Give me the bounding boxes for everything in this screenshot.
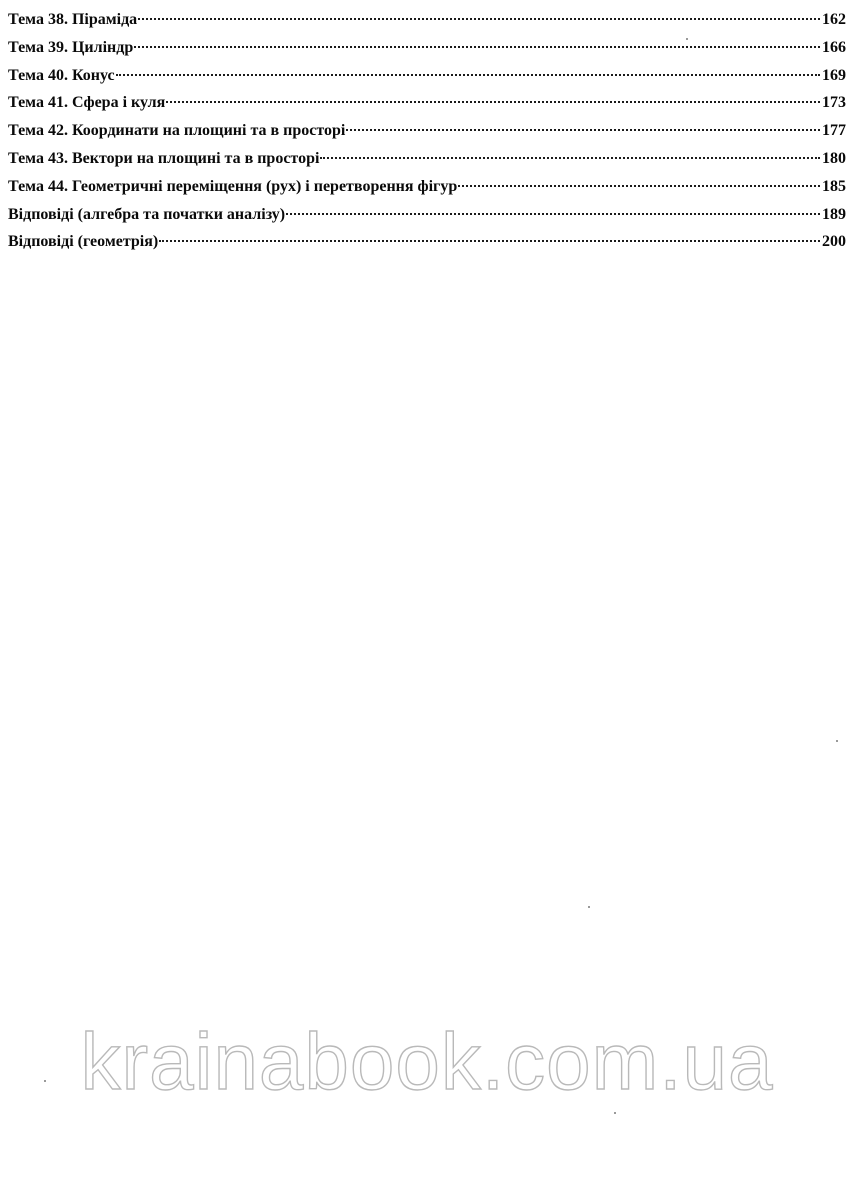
toc-leader-dots (286, 213, 820, 215)
toc-entry[interactable] (8, 145, 846, 173)
table-of-contents (8, 6, 846, 256)
toc-leader-dots (138, 18, 820, 20)
toc-entry-page: 162 (822, 11, 846, 28)
toc-entry[interactable] (8, 34, 846, 62)
toc-entry-title: Тема 40. Конус (8, 66, 115, 84)
toc-leader-dots (320, 157, 820, 159)
toc-entry[interactable] (8, 228, 846, 256)
toc-leader-dots (134, 46, 820, 48)
toc-entry-page: 200 (822, 233, 846, 251)
toc-entry-page: 166 (822, 38, 846, 56)
scan-speck (686, 38, 688, 40)
toc-entry-title: Тема 43. Вектори на площині та в просторі (8, 149, 320, 167)
toc-leader-dots (458, 185, 820, 187)
watermark: krainabook.com.ua (80, 1017, 774, 1106)
toc-entry-title: Відповіді (геометрія) (8, 233, 159, 251)
toc-entry-page: 169 (822, 66, 846, 84)
toc-entry-title: Тема 44. Геометричні переміщення (рух) і перетворення фігур (8, 177, 458, 195)
toc-entry-title: Тема 41. Сфера і куля (8, 94, 166, 112)
toc-leader-dots (159, 240, 820, 242)
scan-speck (588, 906, 590, 908)
toc-entry[interactable] (8, 89, 846, 117)
toc-leader-dots (116, 74, 820, 76)
toc-entry[interactable] (8, 62, 846, 90)
toc-entry-title: Тема 38. Піраміда (8, 11, 138, 28)
toc-entry[interactable] (8, 6, 846, 34)
toc-entry-page: 189 (822, 205, 846, 223)
toc-leader-dots (166, 101, 820, 103)
toc-entry[interactable] (8, 117, 846, 145)
scan-speck (614, 1112, 616, 1114)
toc-entry-page: 185 (822, 177, 846, 195)
toc-entry-title: Відповіді (алгебра та початки аналізу) (8, 205, 286, 223)
toc-leader-dots (346, 129, 820, 131)
toc-entry-title: Тема 42. Координати на площині та в просторі (8, 122, 346, 140)
toc-entry-title: Тема 39. Циліндр (8, 38, 134, 56)
toc-entry[interactable] (8, 173, 846, 201)
toc-entry-page: 180 (822, 149, 846, 167)
scan-speck (836, 740, 838, 742)
toc-entry-page: 173 (822, 94, 846, 112)
toc-entry-page: 177 (822, 122, 846, 140)
toc-entry[interactable] (8, 201, 846, 229)
